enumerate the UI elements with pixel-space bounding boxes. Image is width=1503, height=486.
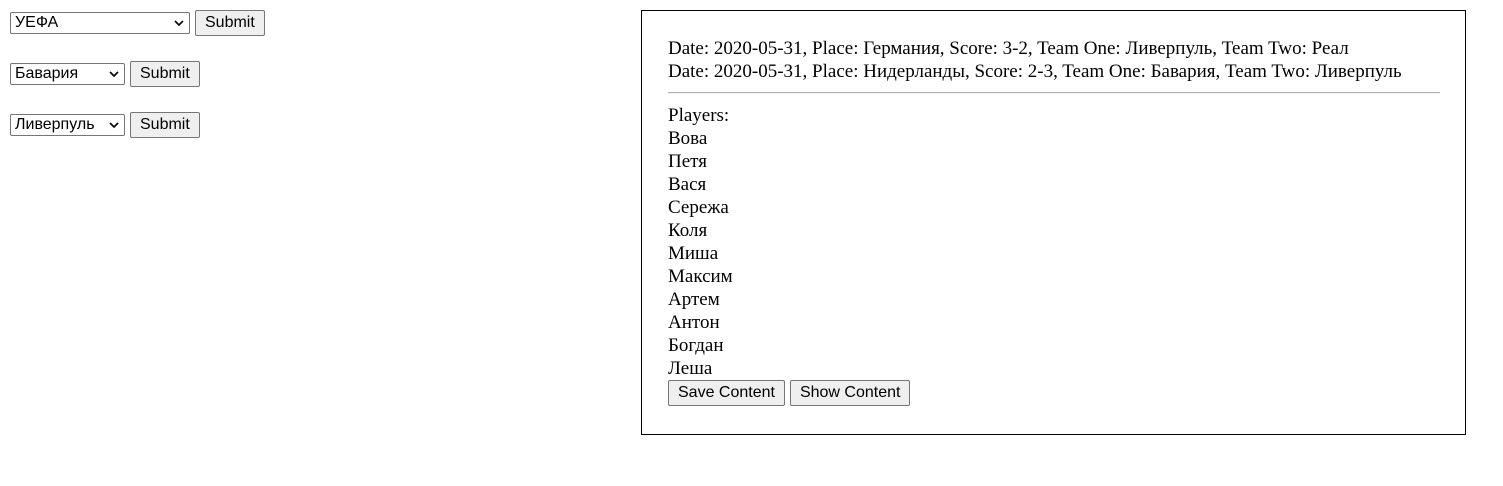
match-line: Date: 2020-05-31, Place: Германия, Score: 3-2, Team One: Ливерпуль, Team Two: Реал <box>668 38 1349 59</box>
player-item: Коля <box>668 220 708 241</box>
player-item: Антон <box>668 312 720 333</box>
chevron-down-icon <box>108 120 120 130</box>
players-submit-button[interactable]: Submit <box>130 112 200 138</box>
league-submit-button[interactable]: Submit <box>195 10 265 36</box>
player-item: Максим <box>668 266 733 287</box>
team-submit-button[interactable]: Submit <box>130 61 200 87</box>
players-team-select[interactable] <box>10 114 125 136</box>
player-item: Миша <box>668 243 719 264</box>
player-item: Вася <box>668 174 707 195</box>
player-item: Артем <box>668 289 720 310</box>
players-heading: Players: <box>668 105 730 126</box>
team-select-value: Бавария <box>15 65 79 82</box>
team-select[interactable] <box>10 63 125 85</box>
player-item: Леша <box>668 358 713 379</box>
content-panel <box>641 10 1466 435</box>
league-select[interactable] <box>10 12 190 34</box>
league-form <box>10 10 265 36</box>
player-item: Петя <box>668 151 707 172</box>
divider <box>668 92 1440 94</box>
save-content-button[interactable]: Save Content <box>668 380 785 406</box>
league-select-value: УЕФА <box>15 14 59 31</box>
chevron-down-icon <box>173 18 185 28</box>
player-item: Богдан <box>668 335 724 356</box>
player-item: Вова <box>668 128 708 149</box>
show-content-button[interactable]: Show Content <box>790 380 911 406</box>
team-form <box>10 61 200 87</box>
panel-actions <box>668 380 1440 406</box>
players-team-select-value: Ливерпуль <box>15 116 95 133</box>
players-form <box>10 112 200 138</box>
player-item: Сережа <box>668 197 729 218</box>
chevron-down-icon <box>108 69 120 79</box>
match-line: Date: 2020-05-31, Place: Нидерланды, Score: 2-3, Team One: Бавария, Team Two: Ливерпуль <box>668 61 1402 82</box>
